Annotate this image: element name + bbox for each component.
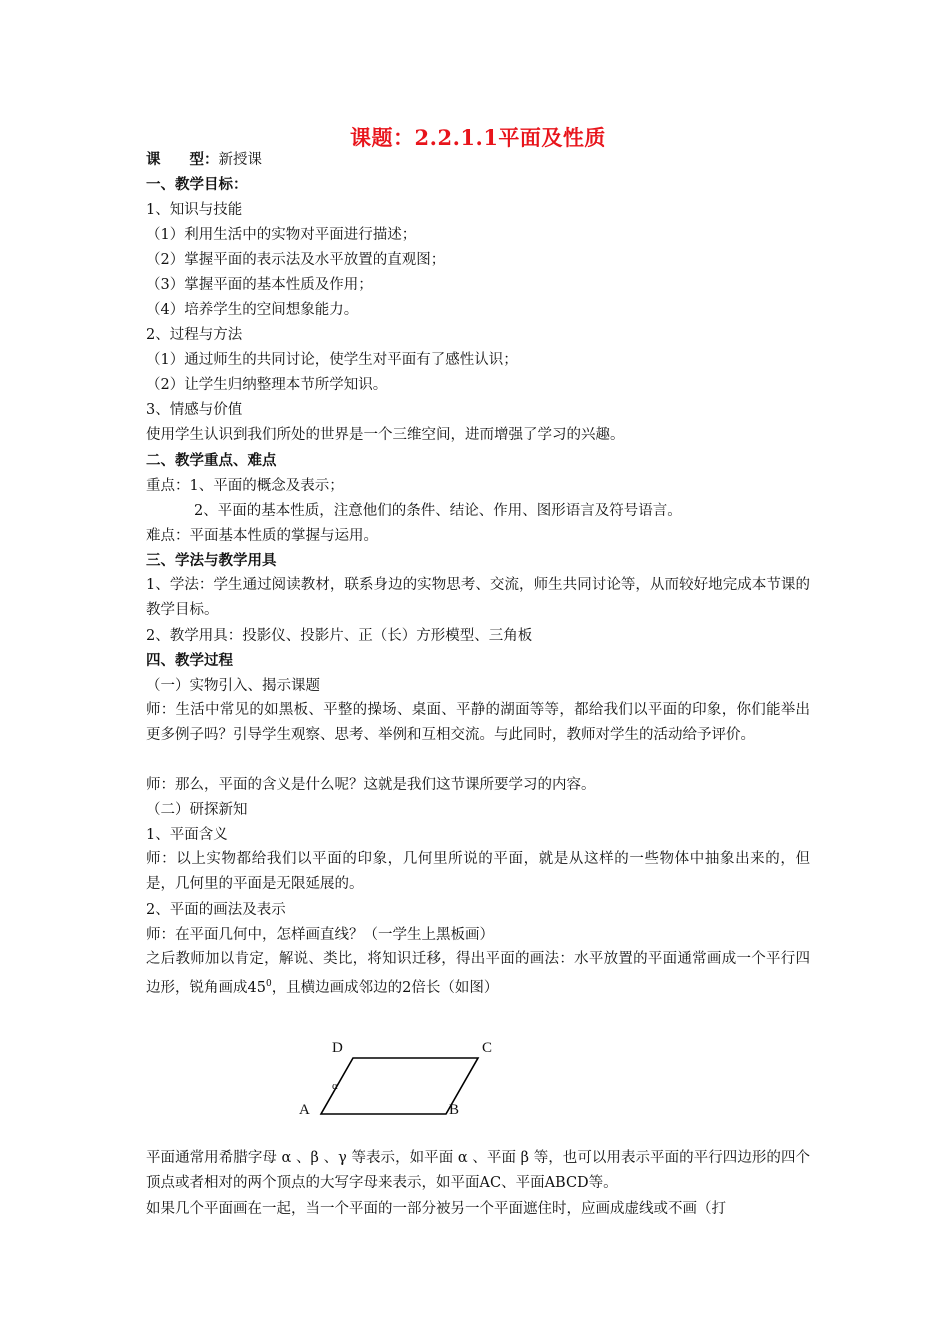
section-heading-methods: 三、学法与教学用具 (146, 552, 277, 569)
objective-knowledge-1: （1）利用生活中的实物对平面进行描述； (146, 227, 417, 243)
process-part2-heading: （二）研探新知 (146, 802, 248, 818)
lesson-type (146, 150, 262, 170)
concept-text: 师：以上实物都给我们以平面的印象，几何里所说的平面，就是从这样的一些物体中抽象出来的，但是，几何里的平面是无限延展的。 (146, 851, 810, 892)
degree-superscript: 0 (265, 978, 272, 989)
drawing-explanation-b: ，且横边画成邻边的2倍长（如图） (271, 979, 499, 996)
objective-knowledge-3: （3）掌握平面的基本性质及作用； (146, 277, 373, 293)
objective-knowledge-2: （2）掌握平面的表示法及水平放置的直观图； (146, 252, 446, 268)
process-part1-text2: 师：那么，平面的含义是什么呢？这就是我们这节课所要学习的内容。 (146, 777, 596, 793)
objective-values: 3、情感与价值 (146, 402, 243, 418)
parallelogram-figure (296, 1038, 506, 1118)
process-part1-text: 师：生活中常见的如黑板、平整的操场、桌面、平静的湖面等等，都给我们以平面的印象，你们能举出更多例子吗？引导学生观察、思考、举例和互相交流。与此同时，教师对学生的活动给予评价。 (146, 702, 810, 743)
objective-knowledge: 1、知识与技能 (146, 202, 243, 218)
objective-knowledge-4: （4）培养学生的空间想象能力。 (146, 302, 359, 318)
objective-process-1: （1）通过师生的共同讨论，使学生对平面有了感性认识； (146, 352, 518, 368)
vertex-b-label: B (449, 1102, 460, 1118)
angle-alpha-label: α (332, 1080, 338, 1092)
concept-heading: 1、平面含义 (146, 827, 228, 843)
tools-text: 2、教学用具：投影仪、投影片、正（长）方形模型、三角板 (146, 628, 533, 644)
vertex-a-label: A (299, 1102, 310, 1118)
section-heading-keypoints: 二、教学重点、难点 (146, 452, 277, 469)
lesson-type-label: 课 型： (146, 151, 219, 168)
parallelogram-svg (296, 1038, 506, 1118)
section-heading-objectives: 一、教学目标： (146, 176, 248, 193)
lesson-type-value: 新授课 (218, 152, 262, 168)
difficulty: 难点：平面基本性质的掌握与运用。 (146, 528, 378, 544)
keypoint-2: 2、平面的基本性质，注意他们的条件、结论、作用、图形语言及符号语言。 (194, 503, 682, 519)
section-heading-process: 四、教学过程 (146, 652, 233, 669)
drawing-question: 师：在平面几何中，怎样画直线？（一学生上黑板画） (146, 927, 494, 943)
objective-process-2: （2）让学生归纳整理本节所学知识。 (146, 377, 388, 393)
method-text: 1、学法：学生通过阅读教材，联系身边的实物思考、交流，师生共同讨论等，从而较好地完成本节课的教学目标。 (146, 577, 810, 618)
drawing-explanation (146, 947, 810, 1000)
objective-process: 2、过程与方法 (146, 327, 243, 343)
notation-text: 平面通常用希腊字母 α 、β 、γ 等表示，如平面 α 、平面 β 等，也可以用表示平面的平行四边形的四个顶点或者相对的两个顶点的大写字母来表示，如平面AC、平面ABCD等。 (146, 1150, 810, 1191)
objective-values-text: 使用学生认识到我们所处的世界是一个三维空间，进而增强了学习的兴趣。 (146, 427, 625, 443)
vertex-c-label: C (482, 1040, 493, 1056)
keypoint-1: 重点：1、平面的概念及表示； (146, 478, 344, 494)
process-part1-heading: （一）实物引入、揭示课题 (146, 678, 320, 694)
vertex-d-label: D (332, 1040, 343, 1056)
drawing-explanation-a: 之后教师加以肯定，解说、类比，将知识迁移，得出平面的画法：水平放置的平面通常画成一个平行四边形，锐角画成45 (146, 951, 810, 996)
page-title: 课题：2.2.1.1平面及性质 (350, 125, 606, 150)
drawing-heading: 2、平面的画法及表示 (146, 902, 286, 918)
overlap-text: 如果几个平面画在一起，当一个平面的一部分被另一个平面遮住时，应画成虚线或不画（打 (146, 1201, 726, 1217)
